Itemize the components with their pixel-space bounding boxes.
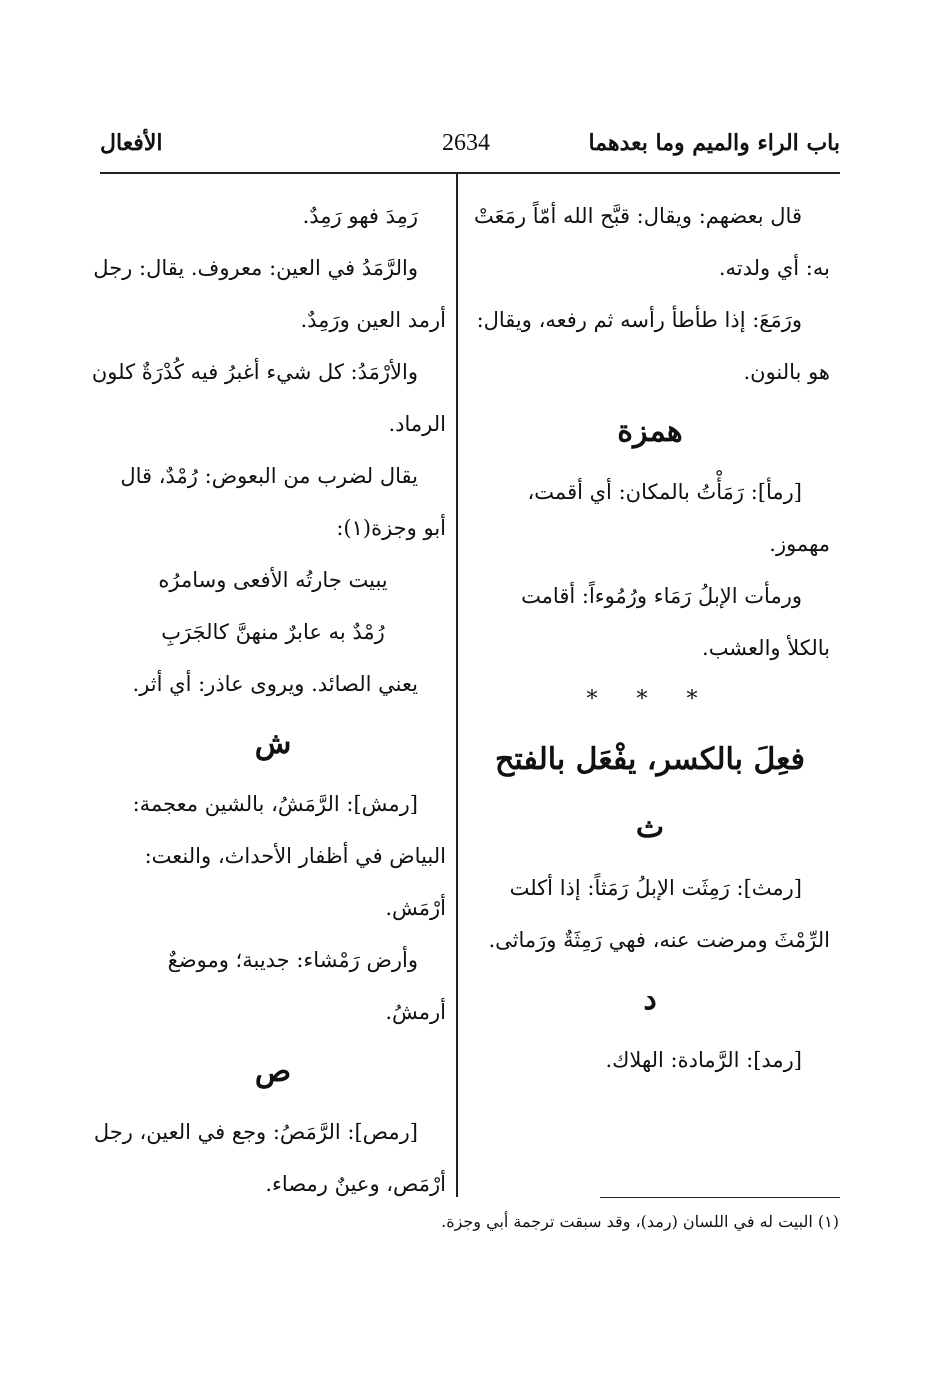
text-line: الرماد. [388, 412, 446, 436]
page-header [100, 130, 840, 170]
left-column [91, 190, 446, 1210]
text-line: الرِّمْثَ ومرضت عنه، فهي رَمِثَةٌ ورَماثى. [488, 928, 830, 952]
text-line: ورمأت الإبلُ رَمَاء ورُمُوءاً: أقامت [521, 584, 802, 608]
text-line: [رمد]: الرَّمادة: الهلاك. [605, 1048, 802, 1072]
text-line: وأرض رَمْشاء: جديبة؛ وموضعٌ [167, 948, 418, 972]
text-line: هو بالنون. [743, 360, 830, 384]
section-heading: ش [254, 726, 292, 761]
section-title: الأفعال [100, 130, 163, 156]
text-line: بالكلأ والعشب. [702, 636, 830, 660]
text-line: [رمش]: الرَّمَشُ، بالشين معجمة: [132, 792, 418, 816]
right-column [470, 190, 830, 1086]
section-heading: د [643, 982, 657, 1017]
text-line: البياض في أظفار الأحداث، والنعت: [144, 844, 446, 868]
text-line: أبو وجزة(١): [336, 516, 446, 540]
page-number: 2634 [442, 130, 490, 156]
section-heading: ث [635, 810, 665, 845]
text-line: أرمشُ. [385, 1000, 446, 1024]
text-line: به: أي ولدته. [718, 256, 830, 280]
text-line: أرْمَص، وعينٌ رمصاء. [265, 1172, 446, 1196]
verse-line: رُمْدٌ به عابرٌ منهنَّ كالجَرَبِ [161, 620, 385, 644]
text-line: يعني الصائد. ويروى عاذر: أي أثر. [132, 672, 418, 696]
text-line: ورَمَعَ: إذا طأطأ رأسه ثم رفعه، ويقال: [476, 308, 802, 332]
section-heading: فعِلَ بالكسر، يفْعَل بالفتح [494, 742, 805, 777]
text-line: والرَّمَدُ في العين: معروف. يقال: رجل [93, 256, 418, 280]
text-line: [رمث]: رَمِثَت الإبلُ رَمَثاً: إذا أكلت [509, 876, 802, 900]
section-heading: ص [254, 1054, 292, 1089]
text-line: رَمِدَ فهو رَمِدٌ. [302, 204, 418, 228]
section-heading: همزة [617, 414, 683, 449]
text-line: يقال لضرب من البعوض: رُمْدٌ، قال [120, 464, 418, 488]
text-line: أرمد العين ورَمِدٌ. [300, 308, 446, 332]
chapter-title: باب الراء والميم وما بعدهما [588, 130, 840, 156]
section-separator: * * * [586, 687, 714, 712]
text-line: [رمص]: الرَّمَصُ: وجع في العين، رجل [93, 1120, 418, 1144]
text-line: والأرْمَدُ: كل شيء أغبرُ فيه كُدْرَةٌ كلون [91, 360, 418, 384]
text-line: قال بعضهم: ويقال: قبَّح الله أمّاً رمَعَتْ [473, 204, 802, 228]
text-line: مهموز. [769, 532, 830, 556]
text-line: أرْمَش. [385, 896, 446, 920]
footnote-rule [600, 1197, 840, 1198]
verse-line: يبيت جارتُه الأفعى وسامرُه [158, 568, 388, 592]
column-divider [456, 172, 458, 1197]
header-rule [100, 172, 840, 174]
footnote: (١) البيت له في اللسان (رمد)، وقد سبقت ترجمة أبي وجزة. [441, 1212, 839, 1231]
text-line: [رمأ]: رَمَأْتُ بالمكان: أي أقمت، [527, 480, 802, 504]
